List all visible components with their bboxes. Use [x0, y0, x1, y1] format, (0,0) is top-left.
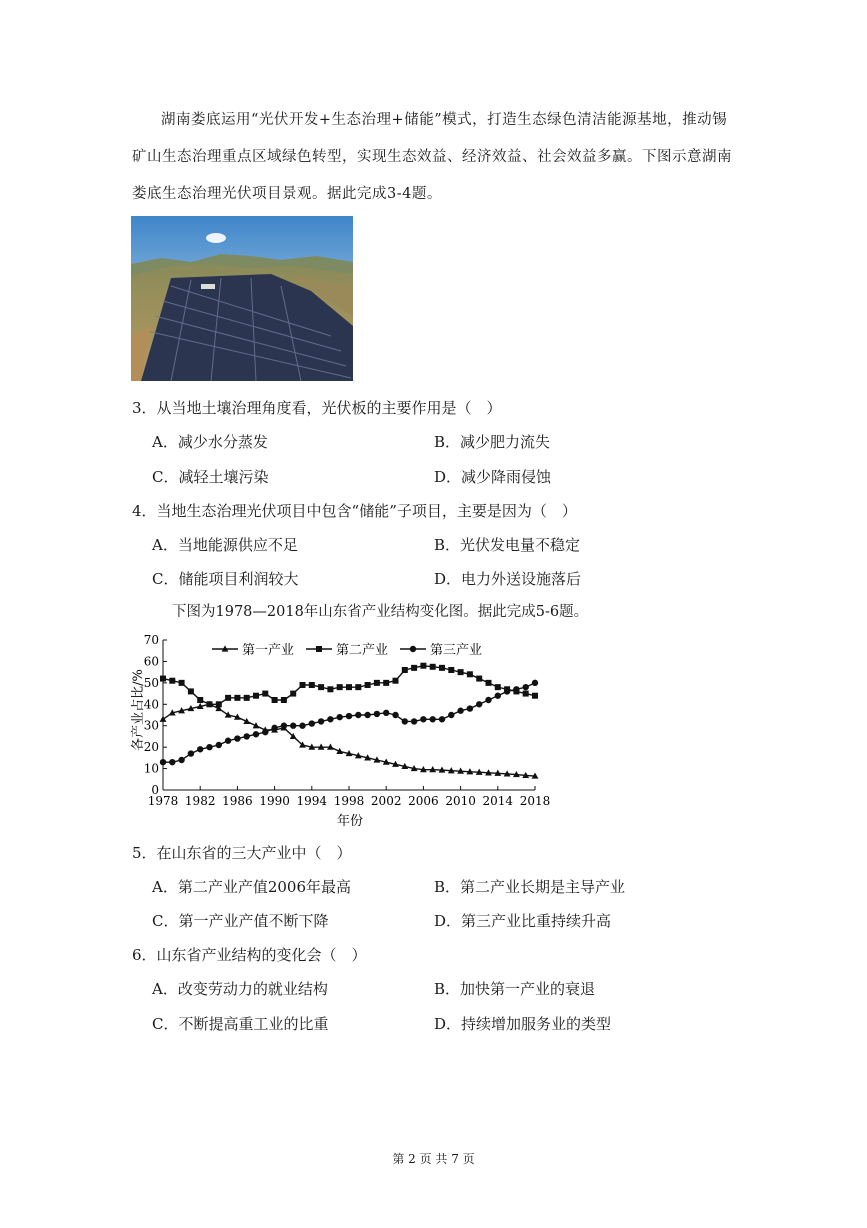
option-4d[interactable]: D．电力外送设施落后 — [434, 570, 582, 588]
data-point — [523, 691, 529, 697]
data-point — [485, 697, 491, 703]
x-tick-label: 1986 — [222, 794, 253, 808]
data-point — [318, 684, 324, 690]
legend-label: 第三产业 — [430, 643, 483, 658]
x-tick-label: 2014 — [482, 794, 514, 808]
passage-line: 湖南娄底运用“光伏开发+生态治理+储能”模式，打造生态绿色清洁能源基地，推动锡 — [161, 112, 728, 128]
data-point — [476, 701, 482, 707]
data-point — [179, 680, 185, 686]
data-point — [374, 680, 380, 686]
data-point — [262, 729, 268, 735]
x-tick-label: 2018 — [519, 794, 551, 808]
y-tick-label: 50 — [143, 675, 159, 690]
y-tick-label: 30 — [143, 718, 159, 733]
data-point — [253, 731, 259, 737]
option-3b[interactable]: B．减少肥力流失 — [434, 433, 551, 451]
question-5: 5．在山东省的三大产业中（ ） — [132, 844, 352, 862]
data-point — [486, 680, 492, 686]
data-point — [244, 733, 250, 739]
data-point — [337, 714, 343, 720]
industry-structure-chart — [120, 628, 570, 833]
option-4c[interactable]: C．储能项目利润较大 — [152, 570, 299, 588]
y-tick-label: 10 — [143, 761, 159, 776]
option-5c[interactable]: C．第一产业产值不断下降 — [152, 912, 329, 930]
data-point — [420, 716, 426, 722]
data-point — [309, 720, 315, 726]
x-tick-label: 2006 — [408, 794, 439, 808]
data-point — [160, 676, 166, 682]
data-point — [160, 759, 166, 765]
data-point — [355, 712, 361, 718]
data-point — [253, 693, 259, 699]
data-point — [504, 688, 510, 694]
data-point — [420, 663, 426, 669]
data-point — [393, 678, 399, 684]
x-tick-label: 1994 — [296, 794, 328, 808]
data-point — [197, 746, 203, 752]
question-6: 6．山东省产业结构的变化会（ ） — [132, 946, 367, 964]
data-point — [169, 678, 175, 684]
data-point — [392, 712, 398, 718]
data-point — [309, 682, 315, 688]
data-point — [216, 742, 222, 748]
data-point — [532, 680, 538, 686]
data-point — [318, 718, 324, 724]
data-point — [225, 738, 231, 744]
passage-5-6: 下图为1978—2018年山东省产业结构变化图。据此完成5-6题。 — [172, 604, 589, 620]
data-point — [216, 701, 222, 707]
data-point — [430, 716, 436, 722]
data-point — [467, 705, 473, 711]
data-point — [402, 718, 408, 724]
data-point — [365, 682, 371, 688]
option-3d[interactable]: D．减少降雨侵蚀 — [434, 468, 552, 486]
x-axis-label: 年份 — [336, 814, 364, 829]
data-point — [262, 691, 268, 697]
data-point — [178, 757, 184, 763]
data-point — [476, 676, 482, 682]
data-point — [364, 712, 370, 718]
passage-line: 矿山生态治理重点区域绿色转型，实现生态效益、经济效益、社会效益多赢。下图示意湖南 — [132, 149, 732, 165]
data-point — [234, 695, 240, 701]
data-point — [197, 697, 203, 703]
data-point — [355, 684, 361, 690]
passage-3-4 — [132, 102, 752, 213]
legend-label: 第一产业 — [242, 643, 295, 658]
legend-label: 第二产业 — [336, 643, 389, 658]
x-tick-label: 2002 — [370, 794, 402, 808]
data-point — [383, 680, 389, 686]
data-point — [327, 716, 333, 722]
data-point — [448, 712, 454, 718]
data-point — [234, 735, 240, 741]
data-point — [532, 693, 538, 699]
data-point — [281, 697, 287, 703]
data-point — [337, 684, 343, 690]
option-6b[interactable]: B．加快第一产业的衰退 — [434, 980, 596, 998]
data-point — [513, 686, 519, 692]
data-point — [281, 723, 287, 729]
data-point — [299, 723, 305, 729]
option-6c[interactable]: C．不断提高重工业的比重 — [152, 1015, 329, 1033]
legend-marker — [410, 646, 416, 652]
data-point — [346, 684, 352, 690]
data-point — [206, 744, 212, 750]
data-point — [430, 664, 436, 670]
x-tick-label: 1982 — [184, 794, 216, 808]
option-5b[interactable]: B．第二产业长期是主导产业 — [434, 878, 626, 896]
data-point — [300, 682, 306, 688]
data-point — [495, 684, 501, 690]
data-point — [290, 691, 296, 697]
y-tick-label: 0 — [151, 783, 159, 797]
data-point — [458, 669, 464, 675]
y-tick-label: 70 — [143, 633, 159, 647]
data-point — [188, 688, 194, 694]
data-point — [448, 667, 454, 673]
option-4b[interactable]: B．光伏发电量不稳定 — [434, 536, 581, 554]
data-point — [272, 697, 278, 703]
data-point — [374, 711, 380, 717]
data-point — [439, 716, 445, 722]
x-tick-label: 1990 — [259, 794, 290, 808]
option-5d[interactable]: D．第三产业比重持续升高 — [434, 912, 612, 930]
y-axis-label: 各产业占比/% — [131, 669, 146, 751]
data-point — [467, 671, 473, 677]
legend-marker — [316, 646, 322, 652]
option-4a[interactable]: A．当地能源供应不足 — [152, 536, 298, 554]
data-point — [523, 684, 529, 690]
x-tick-label: 1978 — [147, 794, 179, 808]
data-point — [225, 695, 231, 701]
data-point — [160, 716, 167, 722]
y-tick-label: 20 — [143, 740, 159, 755]
data-point — [402, 667, 408, 673]
option-3a[interactable]: A．减少水分蒸发 — [152, 433, 268, 451]
data-point — [495, 693, 501, 699]
question-3: 3．从当地土壤治理角度看，光伏板的主要作用是（ ） — [132, 399, 502, 417]
page-footer: 第 2 页 共 7 页 — [392, 1152, 475, 1166]
option-6d[interactable]: D．持续增加服务业的类型 — [434, 1015, 612, 1033]
option-5a[interactable]: A．第二产业产值2006年最高 — [152, 878, 352, 896]
data-point — [271, 725, 277, 731]
option-6a[interactable]: A．改变劳动力的就业结构 — [152, 980, 328, 998]
data-point — [383, 710, 389, 716]
data-point — [346, 713, 352, 719]
data-point — [457, 708, 463, 714]
data-point — [439, 665, 445, 671]
data-point — [207, 701, 213, 707]
data-point — [290, 723, 296, 729]
y-tick-label: 60 — [143, 654, 159, 669]
data-point — [411, 718, 417, 724]
x-tick-label: 2010 — [445, 794, 476, 808]
option-3c[interactable]: C．减轻土壤污染 — [152, 468, 269, 486]
data-point — [225, 711, 232, 717]
data-point — [327, 686, 333, 692]
x-tick-label: 1998 — [333, 794, 365, 808]
solar-farm-photo — [131, 216, 353, 381]
data-point — [188, 750, 194, 756]
data-point — [244, 695, 250, 701]
passage-line: 娄底生态治理光伏项目景观。据此完成3-4题。 — [132, 186, 442, 202]
question-4: 4．当地生态治理光伏项目中包含“储能”子项目，主要是因为（ ） — [132, 502, 577, 520]
data-point — [169, 759, 175, 765]
data-point — [411, 665, 417, 671]
y-tick-label: 40 — [143, 697, 159, 712]
